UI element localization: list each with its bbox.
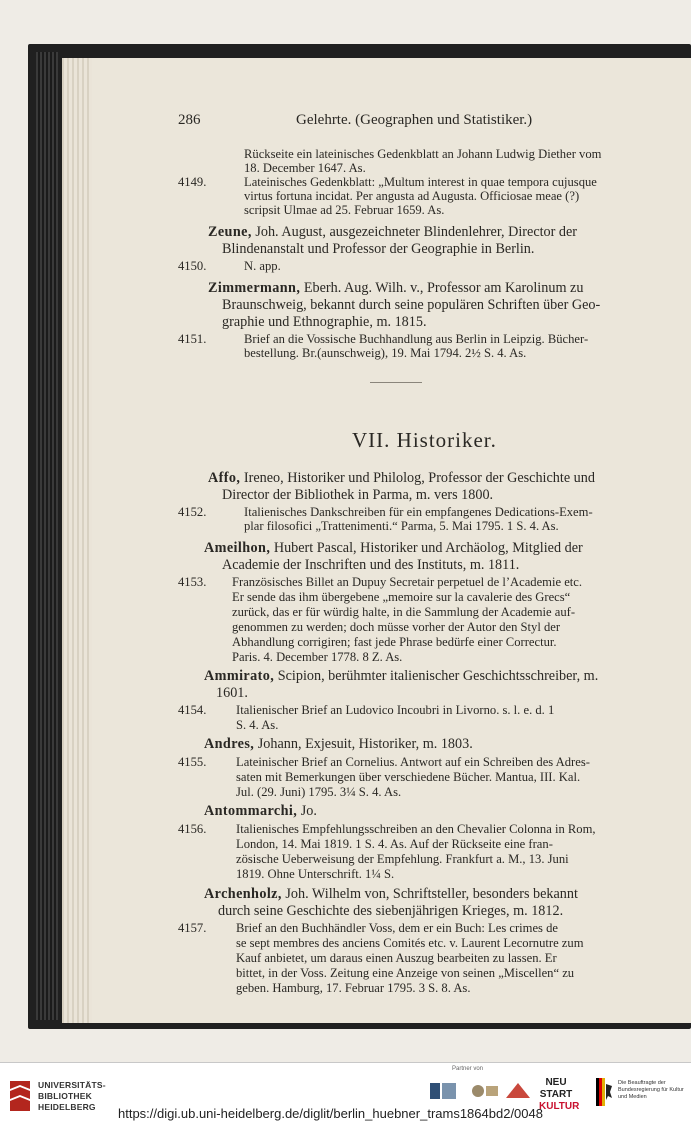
entry-line: Französisches Billet an Dupuy Secretair perpetuel de l’Academie etc. bbox=[232, 575, 583, 589]
partner-label: Partner von bbox=[452, 1066, 484, 1072]
library-logo-line: UNIVERSITÄTS- bbox=[38, 1080, 106, 1090]
library-logo-line: HEIDELBERG bbox=[38, 1102, 96, 1112]
entry-number: 4151. bbox=[178, 332, 207, 346]
ub-heidelberg-logo-icon[interactable] bbox=[8, 1079, 32, 1113]
entry-line: bestellung. Br.(aunschweig), 19. Mai 1794. 2½ S. 4. As. bbox=[244, 346, 527, 360]
neustart-kultur-logo[interactable] bbox=[539, 1077, 580, 1113]
entry-line: Rückseite ein lateinisches Gedenkblatt an Johann Ludwig Diether vom bbox=[244, 147, 602, 161]
partner-logo-icon[interactable] bbox=[504, 1080, 532, 1102]
author-line bbox=[204, 804, 317, 818]
author-name: Zimmermann, bbox=[208, 280, 301, 296]
entry-line: bittet, in der Voss. Zeitung eine Anzeige von seinen „Miscellen“ zu bbox=[236, 966, 575, 980]
footer-divider bbox=[0, 1062, 691, 1063]
entry-line: saten mit Bemerkungen über verschiedene Bücher. Mantua, III. Kal. bbox=[236, 770, 581, 784]
entry-line: Er sende das ihm übergebene „memoire sur la cavalerie des Grecs“ bbox=[232, 590, 571, 604]
entry-line: genommen zu werden; doch müsse vorher der Autor den Styl der bbox=[232, 620, 561, 634]
running-title: Gelehrte. (Geographen und Statistiker.) bbox=[296, 112, 533, 128]
entry-number: 4150. bbox=[178, 259, 207, 273]
author-name: Affo, bbox=[208, 470, 241, 486]
author-name: Antommarchi, bbox=[204, 803, 298, 819]
entry-line: scripsit Ulmae ad 25. Februar 1659. As. bbox=[244, 203, 445, 217]
entry-number: 4155. bbox=[178, 755, 207, 769]
neustart-line: NEU bbox=[545, 1077, 567, 1088]
entry-number: 4157. bbox=[178, 921, 207, 935]
author-line bbox=[208, 281, 583, 295]
author-line: Blindenanstalt und Professor der Geographie in Berlin. bbox=[222, 241, 535, 257]
entry-number: 4153. bbox=[178, 575, 207, 589]
author-line bbox=[204, 669, 598, 683]
author-description: Hubert Pascal, Historiker und Archäolog, Mitglied der bbox=[270, 540, 583, 556]
entry-number: 4149. bbox=[178, 175, 207, 189]
author-description: Ireneo, Historiker und Philolog, Professor der Geschichte und bbox=[240, 470, 595, 486]
author-line bbox=[208, 225, 577, 239]
entry-line: Kauf anbietet, um daraus einen Auszug bearbeiten zu lassen. Er bbox=[236, 951, 557, 965]
entry-line: Jul. (29. Juni) 1795. 3¼ S. 4. As. bbox=[236, 785, 402, 799]
author-description: Johann, Exjesuit, Historiker, m. 1803. bbox=[254, 736, 473, 752]
entry-line: virtus fortuna incidat. Per angusta ad Augusta. Officiosae meae (?) bbox=[244, 189, 580, 203]
author-line: Director der Bibliothek in Parma, m. vers 1800. bbox=[222, 487, 494, 503]
neustart-line: KULTUR bbox=[539, 1101, 580, 1112]
author-line: graphie und Ethnographie, m. 1815. bbox=[222, 314, 427, 330]
federal-eagle-icon bbox=[596, 1078, 612, 1106]
author-name: Zeune, bbox=[208, 224, 252, 240]
author-line bbox=[204, 737, 473, 751]
entry-line: Italienisches Dankschreiben für ein empfangenes Dedications-Exem- bbox=[244, 505, 593, 519]
author-line: Braunschweig, bekannt durch seine populären Schriften über Geo- bbox=[222, 297, 601, 313]
partner-logo-icon[interactable] bbox=[428, 1080, 458, 1102]
author-description: Joh. Wilhelm von, Schriftsteller, besonders bekannt bbox=[281, 886, 578, 902]
entry-line: plar filosofici „Trattenimenti.“ Parma, 5. Mai 1795. 1 S. 4. As. bbox=[244, 519, 559, 533]
section-heading: VII. Historiker. bbox=[352, 428, 497, 452]
author-description: Eberh. Aug. Wilh. v., Professor am Karolinum zu bbox=[300, 280, 584, 296]
entry-line: London, 14. Mai 1819. 1 S. 4. As. Auf der Rückseite eine fran- bbox=[236, 837, 553, 851]
entry-line: se sept membres des anciens Comités etc. v. Laurent Lecornutre zum bbox=[236, 936, 584, 950]
entry-line: Brief an den Buchhändler Voss, dem er ein Buch: Les crimes de bbox=[236, 921, 558, 935]
author-line bbox=[208, 471, 595, 485]
neustart-line: START bbox=[539, 1089, 573, 1100]
ministry-label: Die Beauftragte der Bundesregierung für Kultur und Medien bbox=[618, 1080, 684, 1100]
page-number: 286 bbox=[178, 112, 201, 128]
entry-line: Italienisches Empfehlungsschreiben an den Chevalier Colonna in Rom, bbox=[236, 822, 596, 836]
separator-rule bbox=[370, 382, 422, 383]
entry-line: zösische Ueberweisung der Empfehlung. Frankfurt a. M., 13. Juni bbox=[236, 852, 569, 866]
page-url[interactable]: https://digi.ub.uni-heidelberg.de/diglit/berlin_huebner_trams1864bd2/0048 bbox=[118, 1106, 543, 1121]
entry-line: S. 4. As. bbox=[236, 718, 279, 732]
entry-line: 18. December 1647. As. bbox=[244, 161, 366, 175]
author-line: Academie der Inschriften und des Instituts, m. 1811. bbox=[222, 557, 520, 573]
author-description: Scipion, berühmter italienischer Geschichtsschreiber, m. bbox=[274, 668, 599, 684]
author-name: Ammirato, bbox=[204, 668, 275, 684]
author-description: Joh. August, ausgezeichneter Blindenlehrer, Director der bbox=[251, 224, 578, 240]
entry-number: 4154. bbox=[178, 703, 207, 717]
entry-line: N. app. bbox=[244, 259, 281, 273]
author-description: Jo. bbox=[297, 803, 317, 819]
entry-line: zurück, das er für würdig halte, in die Sammlung der Academie auf- bbox=[232, 605, 576, 619]
entry-line: Paris. 4. December 1778. 8 Z. As. bbox=[232, 650, 403, 664]
partner-logo-icon[interactable] bbox=[470, 1080, 500, 1102]
entry-line: Brief an die Vossische Buchhandlung aus Berlin in Leipzig. Bücher- bbox=[244, 332, 589, 346]
author-line bbox=[204, 887, 578, 901]
author-name: Ameilhon, bbox=[204, 540, 271, 556]
author-line bbox=[204, 541, 583, 555]
entry-number: 4156. bbox=[178, 822, 207, 836]
author-name: Andres, bbox=[204, 736, 255, 752]
author-name: Archenholz, bbox=[204, 886, 282, 902]
author-line: 1601. bbox=[216, 685, 248, 701]
entry-line: Lateinisches Gedenkblatt: „Multum interest in quae tempora cujusque bbox=[244, 175, 597, 189]
entry-line: Lateinischer Brief an Cornelius. Antwort auf ein Schreiben des Adres- bbox=[236, 755, 590, 769]
entry-number: 4152. bbox=[178, 505, 207, 519]
author-line: durch seine Geschichte des siebenjährigen Krieges, m. 1812. bbox=[218, 903, 564, 919]
entry-line: Abhandlung corrigiren; fast jede Phrase bedürfe einer Correctur. bbox=[232, 635, 557, 649]
entry-line: Italienischer Brief an Ludovico Incoubri in Livorno. s. l. e. d. 1 bbox=[236, 703, 555, 717]
entry-line: geben. Hamburg, 17. Februar 1795. 3 S. 8. As. bbox=[236, 981, 471, 995]
entry-line: 1819. Ohne Unterschrift. 1¼ S. bbox=[236, 867, 395, 881]
library-logo-line: BIBLIOTHEK bbox=[38, 1091, 92, 1101]
